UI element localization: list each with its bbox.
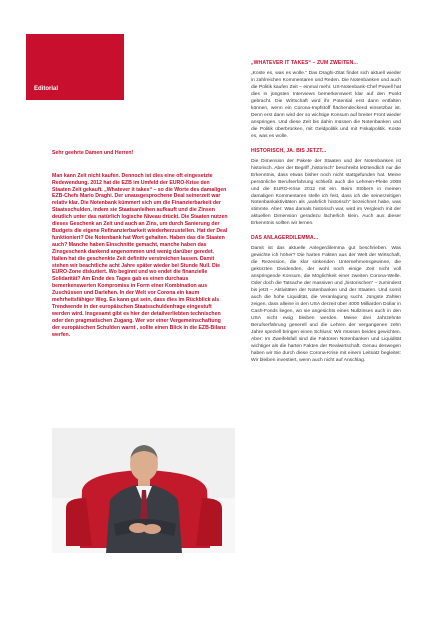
section-text-anlagerdilemma: Damit ist das aktuelle Anlegerdilemma gut beschrieben. Was gewichte ich höher? Die harten Fakten aus der Welt der Wirtschaft, die Rezession, die klar sinkenden Unternehmensgewinne, die gekürzten Dividenden, der wohl noch einige Zeit nicht voll anspringende Konsum, die Möglichkeit einer zweiten Corona-Welle. Oder doch die Tatsache der massiven und „historischen“ – zumindest bis jetzt – Aktivitäten der Notenbanken und der Staaten. Und somit auch die hohe Liquidität, die Veranlagung sucht. Jüngste Zahlen zeigen, dass alleine in den USA derzeit über 4000 Milliarden Dollar in Cash-Fonds liegen, wo sie angesichts eines Nullzinses auch in den USA nicht ewig bleiben werden. Meine drei Jahrzehnte Berufserfahrung generell und die Lehren der vergangenen zehn Jahre speziell bringen einen Schluss: Wir müssen beides gewichten. Aber: Im Zweifelsfall sind die Faktoren Notenbanken und Liquidität wichtiger als die harten Fakten der Realwirtschaft. Genau deswegen haben wir Sie durch diese Corona-Krise mit einem Leitsatz begleitet: Wir bleiben investiert, wenn auch nicht auf Anschlag. — [251, 246, 401, 363]
editorial-label: Editorial — [34, 86, 59, 92]
section-title-historisch: HISTORISCH, JA. BIS JETZT... — [251, 147, 327, 154]
section-text-historisch: Die Dimension der Pakete der Staaten und der Notenbanken ist historisch. Aber der Begriff „historisch“ beschreibt letztendlich nur die Erkenntnis, dass etwas bisher noch nicht stattgefunden hat. Meine persönliche Berufserfahrung schließt auch die Lehmen-Pleite 2008 und die EURO-Krise 2012 mit ein. Beim Stöbern in meinen damaligen Kommentaren stelle ich fest, dass ich die seinerzeitigen Notenbankaktivitäten als „wahrlich historisch“ bezeichnet habe, was stimmte. Aber: Was damals historisch war, wird im Vergleich mit der aktuellen Dimension geradezu lächerlich klein. Auch aus dieser Erkenntnis sollten wir lernen. — [251, 158, 401, 227]
section-title-whatever: „WHATEVER IT TAKES“ – ZUM ZWEITEN... — [251, 60, 358, 66]
portrait-illustration — [52, 428, 235, 553]
section-text-whatever: „Koste es, was es wolle.“ Das Draghi-Zitat findet sich aktuell wieder in zahlreichen Kommentaren und Reden. Die Notenbanken und auch die Politik kaufen Zeit – einmal mehr. US-Notenbank-Chef Powell hat dies in jüngsten Interviews bemerkenswert klar auf den Punkt gebracht. Die Wirtschaft wird ihr Potential erst dann entfalten können, wenn ein Corona-Impfstoff flächendeckend einsetzbar ist. Denn erst dann wird der so wichtige Konsum auf breiter Front wieder anspringen. Und diese Zeit bis dahin müssen die Notenbanken und die Politik überbrücken, mit Geldpolitik und mit Fiskalpolitik. Koste es, was es wolle. — [251, 71, 401, 139]
left-column — [52, 110, 228, 339]
greeting: Sehr geehrte Damen und Herren! — [52, 150, 134, 156]
section-title-anlagerdilemma: DAS ANLAGERDILEMMA... — [251, 235, 319, 242]
editorial-header-box — [26, 34, 124, 100]
right-column — [251, 60, 401, 372]
intro-text: Man kann Zeit nicht kaufen. Dennoch ist dies eine oft eingesetzte Redewendung. 2012 hat die EZB im Umfeld der EURO-Krise den Staaten Zeit gekauft. „Whatever it takes“ – so die Worte des damaligen EZB-Chefs Mario Draghi. Der unausgesprochene Deal seinerzeit war relativ klar. Die Notenbank kümmert sich um die Finanzierbarkeit der Staatsschulden, indem sie Staatsanleihen aufkauft und die Zinsen deutlich unter das natürlich logische Niveau drückt. Die Staaten nutzen dieses Geschenk an Zeit und auch an Zins, um durch Sanierung der Budgets die eigene Refinanzierbarkeit wiederherzustellen. Hat der Deal funktioniert? Die Notenbank hat Wort gehalten. Haben das die Staaten auch? Manche haben Einschnitte gemacht, manche haben das Zinsgeschenk dankend angenommen und wenig darüber geredet. Italien hat die geschenkte Zeit definitiv verstreichen lassen. Damit stehen wir beachtliche acht Jahre später wieder bei Stunde Null. Die EURO-Zone diskutiert. Wo beginnt und wo endet die finanzielle Solidarität? Am Ende des Tages gab es einen durchaus bemerkenswerten Kompromiss in Form einer Kombination aus Zuschüssen und Darlehen. In der Welt vor Corona ein kaum mehrheitsfähiger Weg. Es kann gut sein, dass dies im Rückblick als Trendwende in der europäischen Staatsschuldenfrage eingestuft werden wird. Insgesamt gibt es hier der detailverliebten technischen oder den pragmatischen Zugang. Wer vor einer Vergemeinschaftung der europäischen Schulden warnt , sollte einen Blick in die EZB-Bilanz werfen. — [52, 172, 228, 338]
portrait-photo — [52, 428, 235, 553]
